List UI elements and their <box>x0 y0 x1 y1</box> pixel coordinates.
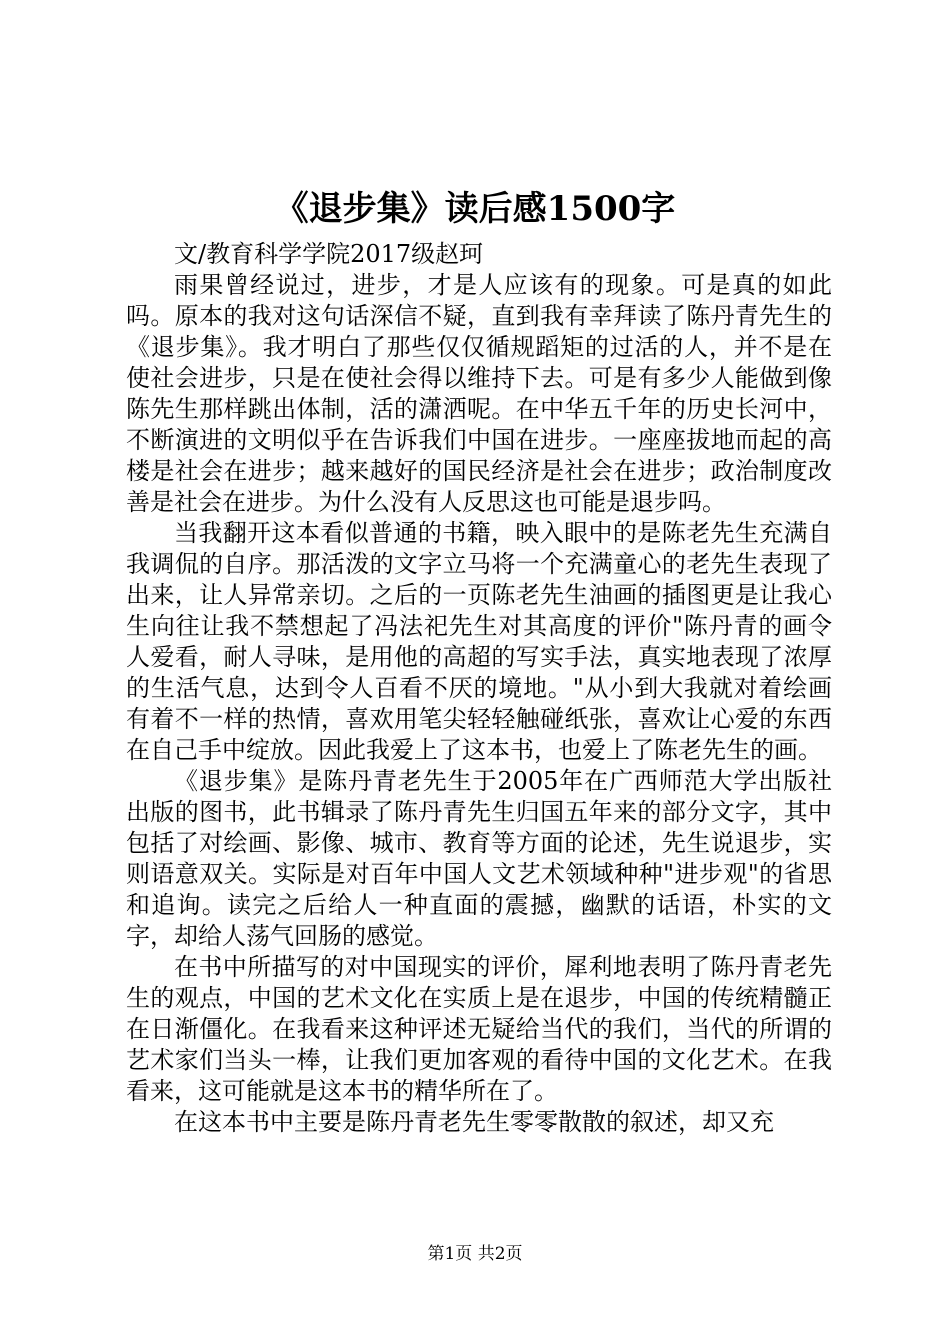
byline: 文/教育科学学院2017级赵珂 <box>174 240 484 268</box>
paragraph-5: 在这本书中主要是陈丹青老先生零零散散的叙述，却又充 <box>174 1108 774 1136</box>
paragraph-1: 雨果曾经说过，进步，才是人应该有的现象。可是真的如此吗。原本的我对这句话深信不疑，直到我有幸拜读了陈丹青先生的《退步集》。我才明白了那些仅仅循规蹈矩的过活的人，并不是在使社会进步，只是在使社会得以维持下去。可是有多少人能做到像陈先生那样跳出体制，活的潇洒呢。在中华五千年的历史长河中，不断演进的文明似乎在告诉我们中国在进步。一座座拔地而起的高楼是社会在进步；越来越好的国民经济是社会在进步；政治制度改善是社会在进步。为什么没有人反思这也可能是退步吗。 <box>126 271 832 516</box>
paragraph-4: 在书中所描写的对中国现实的评价，犀利地表明了陈丹青老先生的观点，中国的艺术文化在实质上是在退步，中国的传统精髓正在日渐僵化。在我看来这种评述无疑给当代的我们，当代的所谓的艺术家们当头一棒，让我们更加客观的看待中国的文化艺术。在我看来，这可能就是这本书的精华所在了。 <box>126 953 832 1105</box>
document-title: 《退步集》读后感1500字 <box>274 189 676 229</box>
paragraph-3: 《退步集》是陈丹青老先生于2005年在广西师范大学出版社出版的图书，此书辑录了陈丹青先生归国五年来的部分文字，其中包括了对绘画、影像、城市、教育等方面的论述，先生说退步，实则语意双关。实际是对百年中国人文艺术领域种种"进步观"的省思和追询。读完之后给人一种直面的震撼，幽默的话语，朴实的文字，却给人荡气回肠的感觉。 <box>126 767 832 950</box>
document-body <box>126 239 832 1138</box>
page-number-footer: 第1页 共2页 <box>427 1244 523 1264</box>
paragraph-2: 当我翻开这本看似普通的书籍，映入眼中的是陈老先生充满自我调侃的自序。那活泼的文字立马将一个充满童心的老先生表现了出来，让人异常亲切。之后的一页陈老先生油画的插图更是让我心生向往让我不禁想起了冯法祀先生对其高度的评价"陈丹青的画令人爱看，耐人寻味，是用他的高超的写实手法，真实地表现了浓厚的生活气息，达到令人百看不厌的境地。"从小到大我就对着绘画有着不一样的热情，喜欢用笔尖轻轻触碰纸张，喜欢让心爱的东西在自己手中绽放。因此我爱上了这本书，也爱上了陈老先生的画。 <box>126 519 832 764</box>
